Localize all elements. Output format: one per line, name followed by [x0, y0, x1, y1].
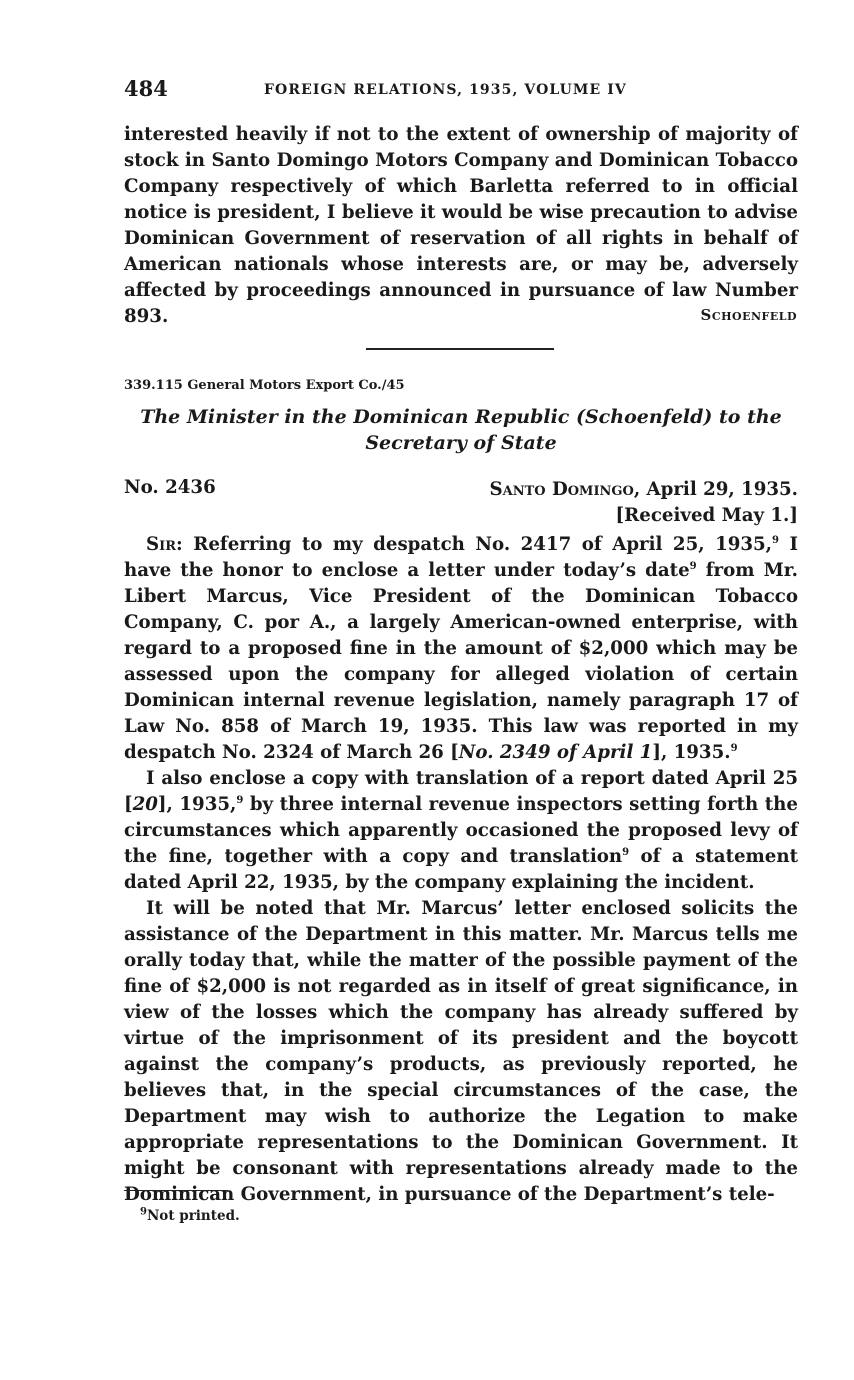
title-line-2: Secretary of State: [365, 432, 557, 454]
section-divider: [366, 348, 554, 350]
salutation: Sir:: [146, 534, 183, 555]
footnote-text: Not printed.: [146, 1208, 240, 1224]
running-head: FOREIGN RELATIONS, 1935, VOLUME IV: [264, 82, 627, 98]
continuation-paragraph: interested heavily if not to the extent of ownership of majority of stock in Santo Domingo Motors Company and Dominican Tobacco Company respectively of which Barletta referred to in official notice is president, I believe it would be wise precaution to advise Dominican Government of reservation of all rights in behalf of American nationals whose interests are, or may be, adversely affected by proceedings announced in pursuance of law Number 893.: [124, 124, 798, 327]
continuation-block: [124, 122, 798, 330]
footnote-ref: 9: [689, 560, 697, 572]
dateline-date: , April 29, 1935.: [633, 479, 798, 500]
paragraph-2: I also enclose a copy with translation of a report dated April 25 [20], 1935,$^9$ by three internal revenue inspectors setting forth the circumstances which apparently occasioned the proposed levy of the fine, together with a copy and translation$^9$ of a statement dated April 22, 1935, by the company explaining the incident.: [124, 768, 798, 893]
footnote-mark: 9: [140, 1206, 147, 1218]
signature: Schoenfeld: [700, 306, 797, 324]
letter-body: [124, 532, 798, 1208]
file-number: 339.115 General Motors Export Co./45: [124, 378, 405, 393]
received-note: [Received May 1.]: [615, 505, 798, 526]
despatch-number: No. 2436: [124, 477, 216, 498]
dateline-place: Santo Domingo: [489, 479, 634, 500]
footnote-ref: 9: [622, 846, 630, 858]
title-line-1: The Minister in the Dominican Republic (Schoenfeld) to the: [140, 406, 782, 428]
footnote-ref: 9: [772, 534, 779, 546]
paragraph-3: It will be noted that Mr. Marcus’ letter enclosed solicits the assistance of the Department in this matter. Mr. Marcus tells me orally today that, while the matter of the possible payment of the fine of $2,000 is not regarded as in itself of great significance, in view of the losses which the company has already suffered by virtue of the imprisonment of its president and the boycott against the company’s products, as previously reported, he believes that, in the special circumstances of the case, the Department may wish to authorize the Legation to make appropriate representations to the Dominican Government. It might be consonant with representations already made to the Dominican Government, in pursuance of the Department’s tele-: [124, 898, 798, 1205]
footnote-ref: 9: [730, 742, 738, 754]
footnote: [140, 1208, 240, 1224]
page-number: 484: [124, 76, 168, 101]
document-title: [124, 404, 798, 456]
footnote-ref: 9: [236, 794, 244, 806]
page-header: [124, 76, 798, 106]
paragraph-1: Sir: Referring to my despatch No. 2417 of April 25, 1935,$^9$ I have the honor to enclose a letter under today’s date$^9$ from Mr. Libert Marcus, Vice President of the Dominican Tobacco Company, C. por A., a largely American-owned enterprise, with regard to a proposed fine in the amount of $2,000 which may be assessed upon the company for alleged violation of certain Dominican internal revenue legislation, namely paragraph 17 of Law No. 858 of March 19, 1935. This law was reported in my despatch No. 2324 of March 26 [No. 2349 of April 1], 1935.$^9$: [124, 534, 799, 763]
dateline: [490, 477, 798, 529]
footnote-divider: [124, 1190, 228, 1191]
